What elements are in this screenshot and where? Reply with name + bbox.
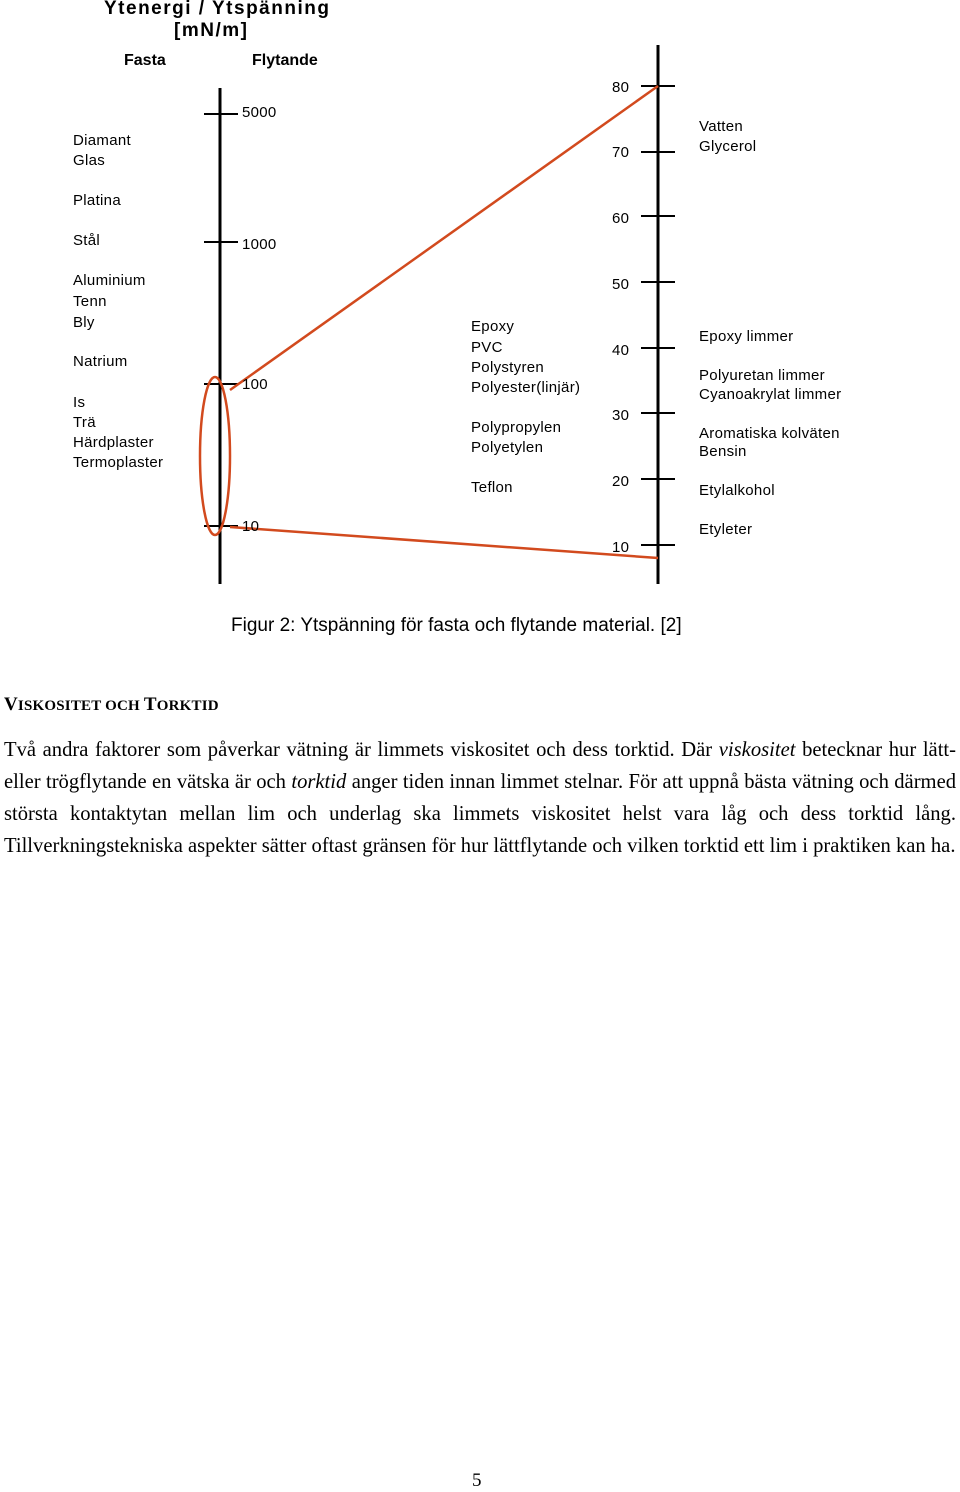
liquid-vatten: Vatten: [699, 118, 744, 135]
upper-connector-line: [230, 86, 658, 390]
liquids-scale-30: 30: [612, 407, 630, 424]
liquid-polyuretan-limmer: Polyuretan limmer: [699, 367, 825, 384]
column-heading-solids: Fasta: [124, 52, 166, 69]
solids-scale-1000: 1000: [242, 236, 277, 253]
material-glas: Glas: [73, 152, 106, 169]
material-diamant: Diamant: [73, 132, 131, 149]
heading-initial-t: T: [143, 694, 157, 715]
material-epoxy: Epoxy: [471, 318, 515, 335]
material-tenn: Tenn: [73, 293, 107, 310]
page-number: 5: [472, 1470, 482, 1491]
polymer-range-ellipse: [200, 377, 230, 535]
material-teflon: Teflon: [471, 479, 513, 496]
solids-scale-5000: 5000: [242, 104, 277, 121]
liquids-scale-20: 20: [612, 473, 630, 490]
heading-initial-v: V: [4, 694, 18, 715]
body-paragraph: [4, 734, 956, 862]
material-aluminium: Aluminium: [73, 272, 146, 289]
liquids-scale-10: 10: [612, 539, 630, 556]
surface-tension-figure: [0, 0, 960, 600]
column-heading-liquids: Flytande: [252, 52, 318, 69]
material-pvc: PVC: [471, 339, 503, 356]
paragraph-part-1: Två andra faktorer som påverkar vätning är limmets viskositet och dess torktid. Där: [4, 739, 719, 761]
heading-och: OCH: [101, 698, 144, 714]
liquid-bensin: Bensin: [699, 443, 747, 460]
material-tra: Trä: [73, 414, 96, 431]
liquid-glycerol: Glycerol: [699, 138, 757, 155]
term-viskositet: viskositet: [718, 739, 796, 761]
figure-title-line1: Ytenergi / Ytspänning: [104, 0, 331, 19]
material-stal: Stål: [73, 232, 101, 249]
heading-rest-torktid: ORKTID: [156, 698, 219, 714]
liquid-epoxy-limmer: Epoxy limmer: [699, 328, 794, 345]
figure-caption: Figur 2: Ytspänning för fasta och flytande material. [2]: [231, 615, 682, 636]
material-termoplaster: Termoplaster: [73, 454, 164, 471]
liquid-aromatiska-kolvaten: Aromatiska kolväten: [699, 425, 840, 442]
material-polypropylen: Polypropylen: [471, 419, 562, 436]
liquids-scale-40: 40: [612, 342, 630, 359]
liquids-scale-80: 80: [612, 79, 630, 96]
paragraph-part-2: betecknar hur lätt- eller trögflytande en vätska är och: [4, 739, 957, 793]
paragraph-part-3: anger tiden innan limmet stelnar. För att uppnå bästa vätning och därmed största kontaktytan mellan lim och underlag ska limmets viskositet helst vara låg och dess torktid lång. Tillverkningstekniska aspekter sätter oftast gränsen för hur lättflytande och vilken torktid ett lim i praktiken kan ha.: [4, 771, 957, 857]
heading-rest-viskositet: ISKOSITET: [17, 698, 102, 714]
lower-connector-line: [230, 527, 658, 558]
liquids-scale-70: 70: [612, 144, 630, 161]
liquid-etylalkohol: Etylalkohol: [699, 482, 775, 499]
section-heading: [4, 694, 219, 716]
liquid-etyleter: Etyleter: [699, 521, 753, 538]
solids-scale-100: 100: [242, 376, 268, 393]
material-hardplaster: Härdplaster: [73, 434, 154, 451]
term-torktid: torktid: [291, 771, 347, 793]
material-natrium: Natrium: [73, 353, 128, 370]
liquids-scale-60: 60: [612, 210, 630, 227]
liquids-scale-50: 50: [612, 276, 630, 293]
material-polyetylen: Polyetylen: [471, 439, 544, 456]
figure-title-line2: [mN/m]: [174, 20, 249, 41]
material-polystyren: Polystyren: [471, 359, 545, 376]
solids-scale-10: 10: [242, 518, 260, 535]
liquid-cyanoakrylat-limmer: Cyanoakrylat limmer: [699, 386, 842, 403]
material-polyester: Polyester(linjär): [471, 379, 581, 396]
material-platina: Platina: [73, 192, 121, 209]
material-is: Is: [73, 394, 86, 411]
material-bly: Bly: [73, 314, 95, 331]
